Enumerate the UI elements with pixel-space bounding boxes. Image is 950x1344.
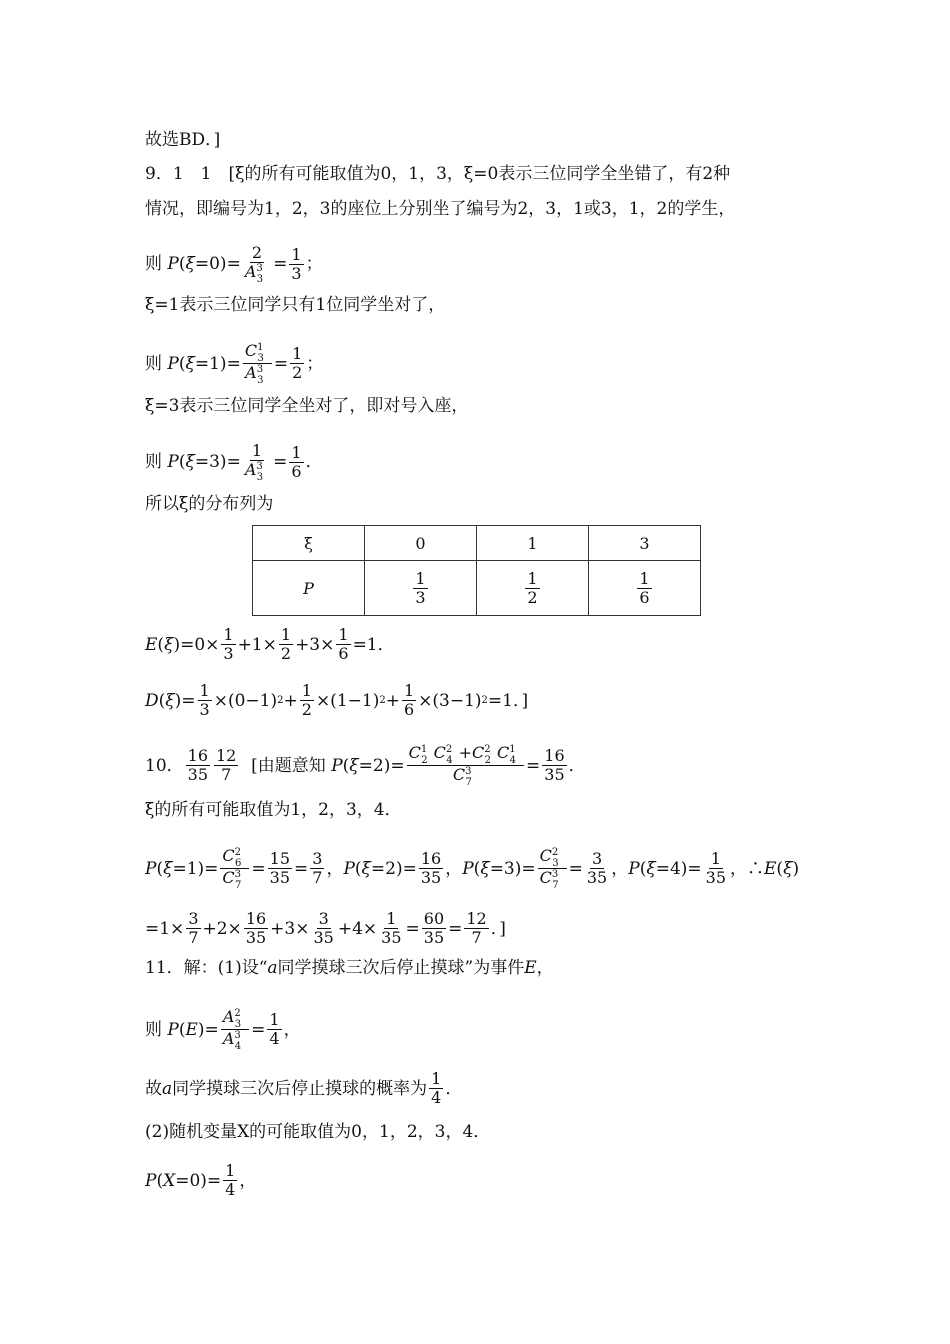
problem-10-line: 10． $\frac{16}{35}$ $\frac{12}{7}$ [由题意知 P ( ξ =2)= $\frac{C^1_2 C^2_4 +C^2_2 C^1_4}{C^3_7}$ = $\frac{16}{35}$ ． <box>145 743 586 788</box>
formula-p-xi-3: 则 P ( ξ =3)= $\frac{1}{A^3_3}$ = $\frac{1}{6}$ ． <box>145 441 323 483</box>
formula-expectation: E ( ξ )=0× $\frac{1}{3}$ +1× $\frac{1}{2}$ +3× $\frac{1}{6}$ =1． <box>145 625 395 663</box>
table-header-1: 1 <box>477 526 589 561</box>
formula-p-xi-1: 则 P ( ξ =1)= $\frac{C^1_3}{A^3_3}$ = $\frac{1}{2}$ ； <box>145 341 324 386</box>
text-line-3: 情况，即编号为1，2，3的座位上分别坐了编号为2，3，1或3，1，2的学生， <box>145 199 736 219</box>
text-line-5: ξ=1表示三位同学只有1位同学坐对了， <box>145 295 446 315</box>
formula-p-e: 则 P ( E )= $\frac{A^2_3}{A^3_4}$ = $\frac{1}{4}$ ， <box>145 1007 301 1052</box>
text-line-18: 故 a 同学摸球三次后停止摸球的概率为 $\frac{1}{4}$ ． <box>145 1069 463 1107</box>
table-prob-3: $\frac{1}{6}$ <box>589 561 701 616</box>
formula-p-x-0: P ( X =0)= $\frac{1}{4}$ ， <box>145 1161 257 1199</box>
text-line-13: ξ的所有可能取值为1，2，3，4． <box>145 800 402 820</box>
table-row-label: P <box>253 561 365 616</box>
table-header-0: 0 <box>365 526 477 561</box>
text-line-1: 故选BD．] <box>145 130 221 150</box>
text-line-19: (2)随机变量X的可能取值为0，1，2，3，4． <box>145 1122 491 1142</box>
formula-probabilities: P ( ξ =1)= $\frac{C^2_6}{C^3_7}$ = $\frac{15}{35}$ = $\frac{3}{7}$ ， P ( ξ =2)= $\frac{16}{35}$ ， P ( ξ =3)= $\frac{C^2_3}{C^3_7}$ = $\frac{3}{35}$ ， P ( ξ =4)= $\frac{1}{35}$ ，∴ E ( ξ ) <box>145 846 800 891</box>
text-line-9: 所以ξ的分布列为 <box>145 494 274 514</box>
table-prob-1: $\frac{1}{2}$ <box>477 561 589 616</box>
formula-variance: D ( ξ )= $\frac{1}{3}$ ×(0−1) 2 + $\frac{1}{2}$ ×(1−1) 2 + $\frac{1}{6}$ ×(3−1) 2 =1．] <box>145 681 529 719</box>
text-line-16: 11．解：(1)设“ a 同学摸球三次后停止摸球”为事件 E ， <box>145 958 554 978</box>
table-header-xi: ξ <box>253 526 365 561</box>
text-line-7: ξ=3表示三位同学全坐对了，即对号入座， <box>145 396 469 416</box>
text-line-2: 9．1 1 [ξ的所有可能取值为0，1，3，ξ=0表示三位同学全坐错了，有2种 <box>145 164 731 184</box>
formula-p-xi-0: 则 P ( ξ =0)= $\frac{2}{A^3_3}$ = $\frac{1}{3}$ ； <box>145 243 323 285</box>
table-prob-0: $\frac{1}{3}$ <box>365 561 477 616</box>
formula-expectation-10: =1× $\frac{3}{7}$ +2× $\frac{16}{35}$ +3× $\frac{3}{35}$ +4× $\frac{1}{35}$ = $\frac{60}{35}$ = $\frac{12}{7}$ ．] <box>145 909 506 947</box>
distribution-table <box>252 525 701 616</box>
table-header-3: 3 <box>589 526 701 561</box>
